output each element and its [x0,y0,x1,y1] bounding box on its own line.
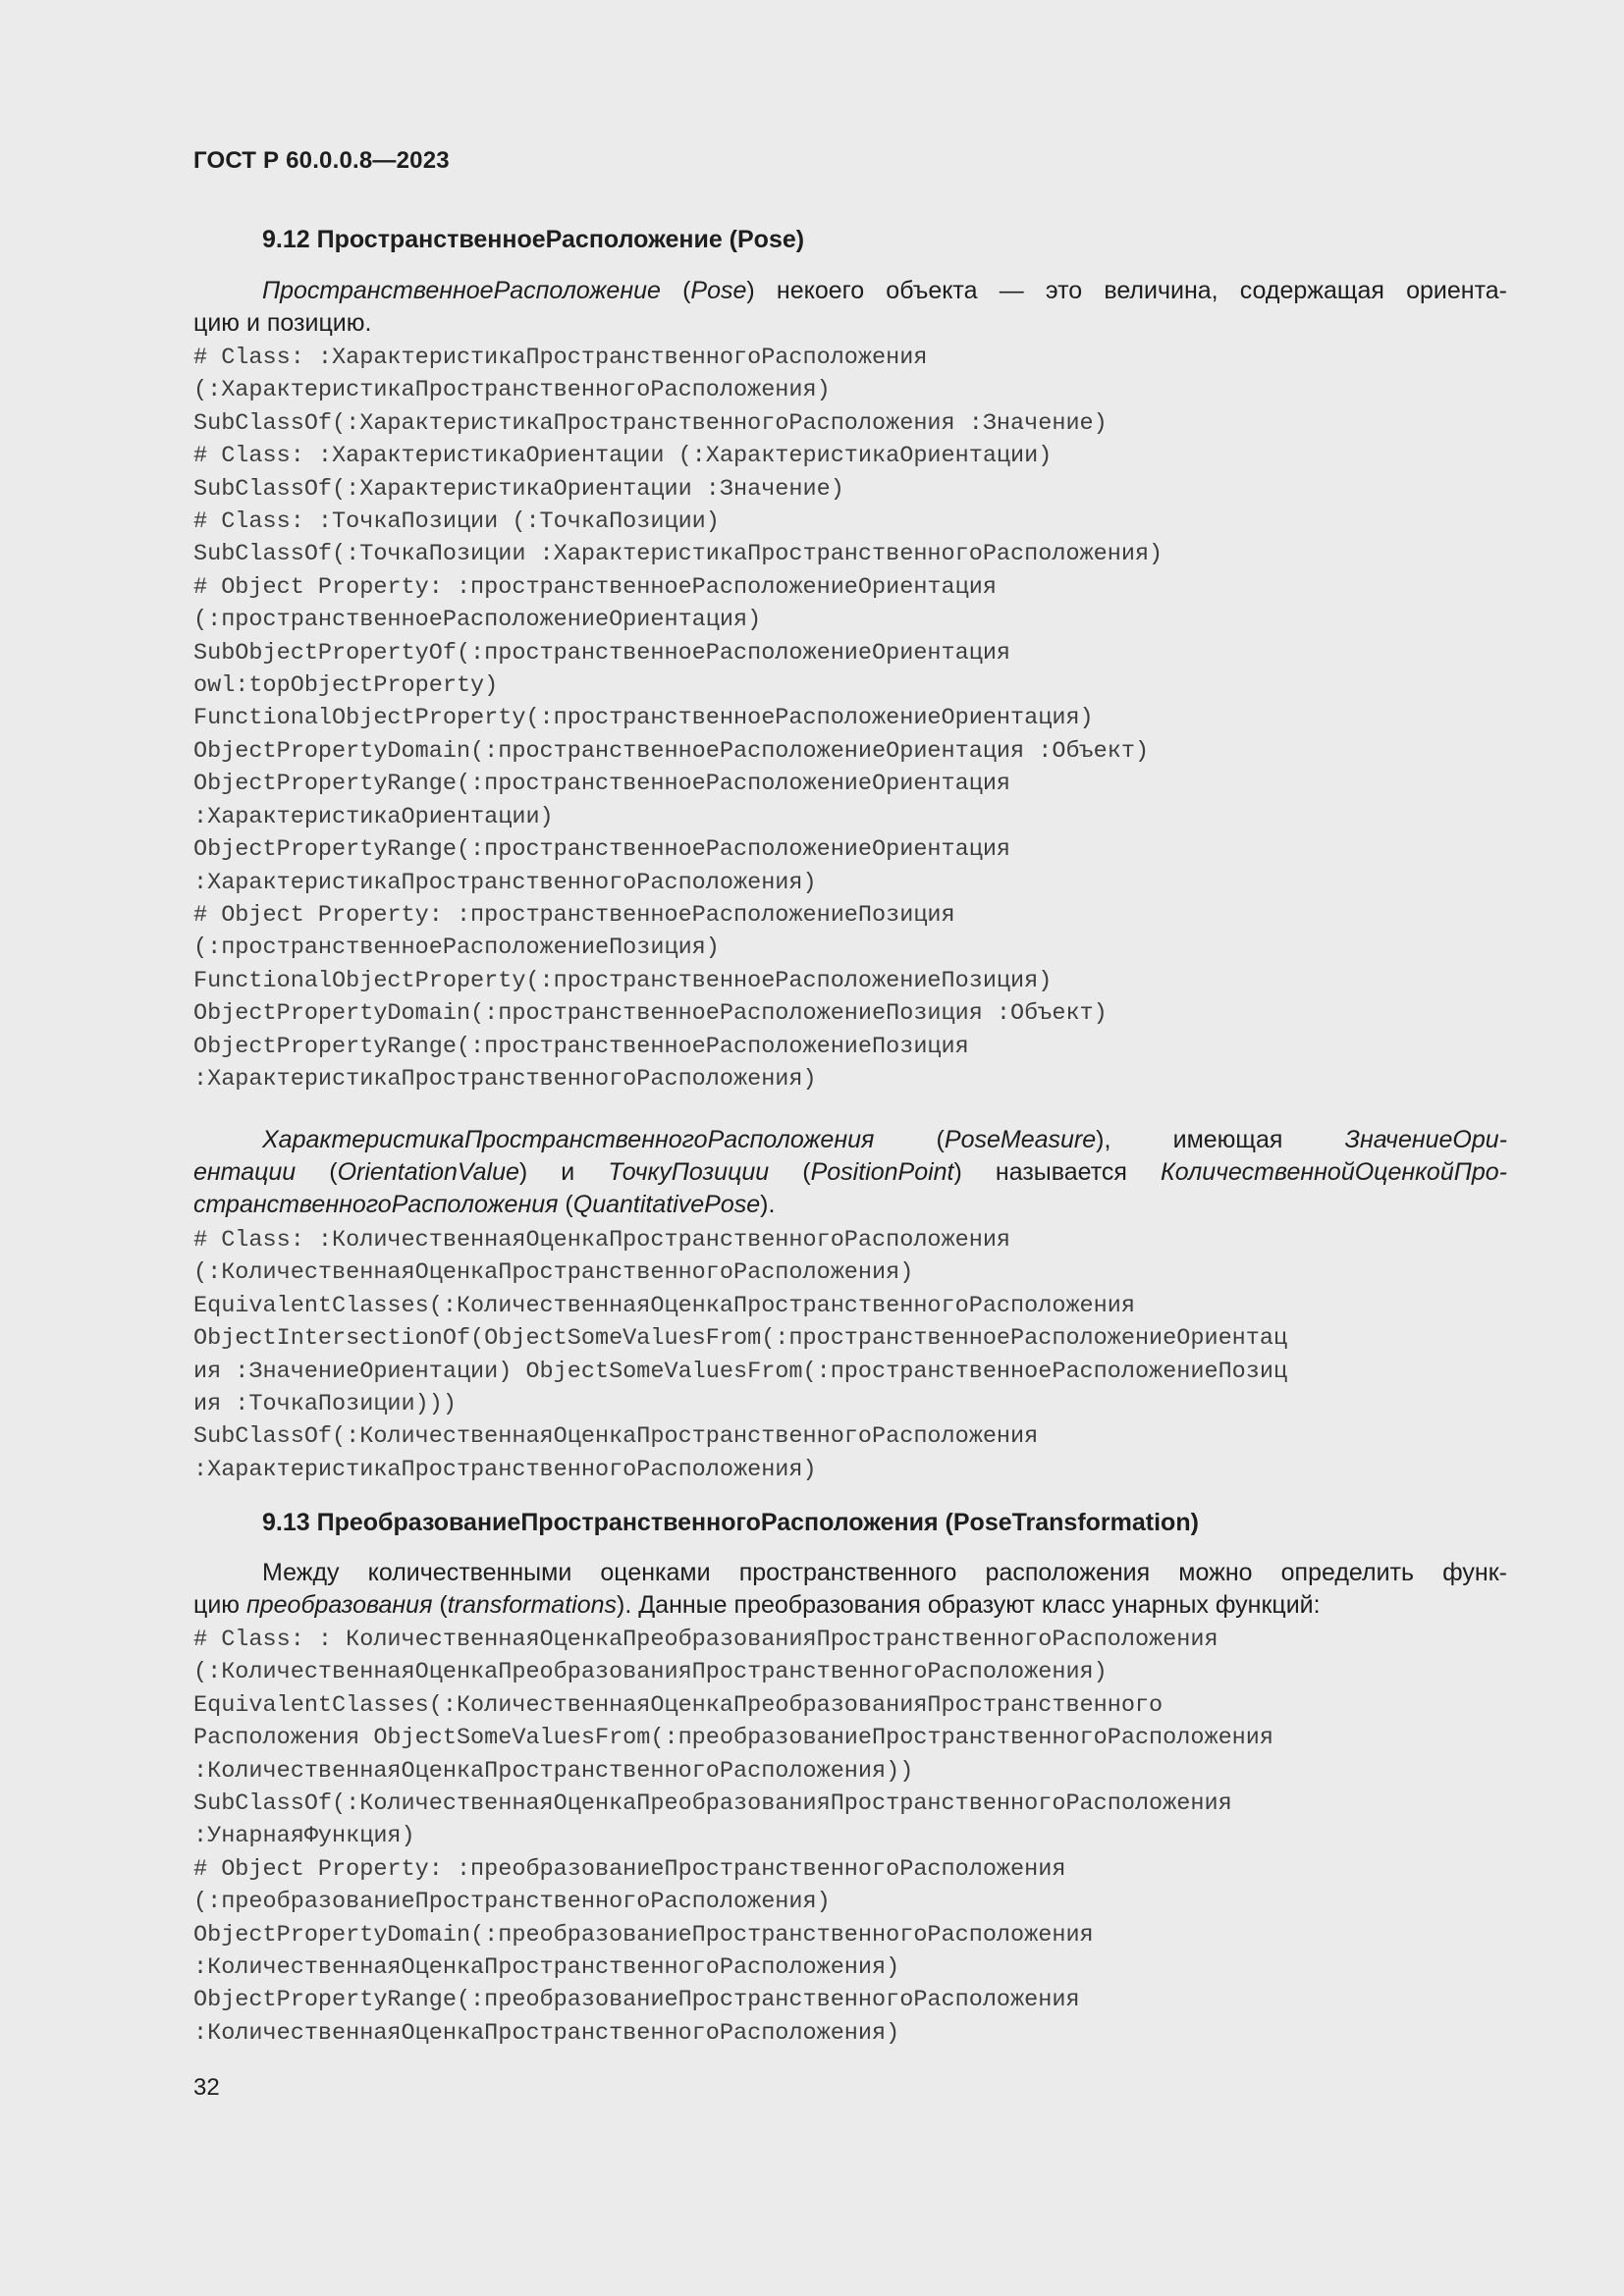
code-line: ObjectPropertyRange(:пространственноеРасположениеПозиция [193,1033,969,1060]
page-number: 32 [193,2074,220,2101]
code-line: ObjectIntersectionOf(ObjectSomeValuesFrom(:пространственноеРасположениеОриентац [193,1325,1288,1353]
code-line: :КоличественнаяОценкаПространственногоРасположения) [193,1954,900,1982]
text-line: цию преобразования (transformations). Данные преобразования образуют класс унарных функций: [193,1591,1321,1619]
code-line: ObjectPropertyDomain(:пространственноеРасположениеПозиция :Объект) [193,1000,1108,1028]
code-line: (:КоличественнаяОценкаПространственногоРасположения) [193,1259,914,1287]
code-line: ObjectPropertyRange(:преобразованиеПространственногоРасположения [193,1987,1080,2014]
code-line: :КоличественнаяОценкаПространственногоРасположения)) [193,1757,914,1785]
code-line: (:пространственноеРасположениеОриентация) [193,607,762,634]
paragraph-pose-transformation [193,1557,1507,1622]
code-block-pose [193,342,1163,1095]
standard-number: ГОСТ Р 60.0.0.8—2023 [193,147,450,174]
code-line: # Class: :ХарактеристикаПространственногоРасположения [193,345,928,371]
code-line: Расположения ObjectSomeValuesFrom(:преобразованиеПространственногоРасположения [193,1725,1273,1752]
code-line: SubClassOf(:КоличественнаяОценкаПространственногоРасположения [193,1423,1039,1451]
code-line: # Class: : КоличественнаяОценкаПреобразованияПространственногоРасположения [193,1627,1218,1653]
paragraph-pose-measure [193,1124,1507,1221]
code-line: :ХарактеристикаОриентации) [193,803,554,830]
text-line: Между количественными оценками пространственного расположения можно определить функ- [262,1559,1507,1586]
code-line: SubClassOf(:КоличественнаяОценкаПреобразованияПространственногоРасположения [193,1790,1232,1818]
code-line: # Class: :ТочкаПозиции (:ТочкаПозиции) [193,508,720,536]
code-line: SubClassOf(:ТочкаПозиции :ХарактеристикаПространственногоРасположения) [193,541,1164,568]
code-line: EquivalentClasses(:КоличественнаяОценкаПространственногоРасположения [193,1292,1135,1319]
code-block-pose-transformation [193,1624,1273,2050]
text-line: ентации (OrientationValue) и ТочкуПозиции (PositionPoint) называется КоличественнойОценкойПро- [193,1158,1507,1186]
code-line: ия :ТочкаПозиции))) [193,1391,457,1418]
code-line: FunctionalObjectProperty(:пространственноеРасположениеПозиция) [193,967,1053,994]
code-block-quantitative-pose [193,1224,1287,1486]
code-line: FunctionalObjectProperty(:пространственноеРасположениеОриентация) [193,705,1094,732]
text-line: странственногоРасположения (QuantitativePose). [193,1191,776,1218]
code-line: (:пространственноеРасположениеПозиция) [193,934,720,962]
code-line: SubObjectPropertyOf(:пространственноеРасположениеОриентация [193,639,1011,667]
text-line: ПространственноеРасположение (Pose) некоего объекта — это величина, содержащая ориента- [262,277,1508,304]
section-heading-9-12: 9.12 ПространственноеРасположение (Pose) [262,226,805,253]
code-line: # Class: :КоличественнаяОценкаПространственногоРасположения [193,1227,1011,1254]
code-line: # Object Property: :пространственноеРасположениеОриентация [193,573,997,601]
code-line: # Class: :ХарактеристикаОриентации (:ХарактеристикаОриентации) [193,443,1053,470]
code-line: :ХарактеристикаПространственногоРасположения) [193,1456,817,1483]
code-line: owl:topObjectProperty) [193,672,499,700]
text-line: ХарактеристикаПространственногоРасположения (PoseMeasure), имеющая ЗначениеОри- [262,1126,1507,1153]
text-line: цию и позицию. [193,309,372,337]
code-line: (:КоличественнаяОценкаПреобразованияПространственногоРасположения) [193,1659,1108,1686]
code-line: ObjectPropertyDomain(:преобразованиеПространственногоРасположения [193,1921,1094,1949]
code-line: :КоличественнаяОценкаПространственногоРасположения) [193,2019,900,2047]
code-line: (:преобразованиеПространственногоРасположения) [193,1889,831,1916]
code-line: ObjectPropertyDomain(:пространственноеРасположениеОриентация :Объект) [193,737,1150,765]
code-line: :УнарнаяФункция) [193,1823,415,1850]
code-line: ия :ЗначениеОриентации) ObjectSomeValuesFrom(:пространственноеРасположениеПозиц [193,1358,1288,1385]
code-line: (:ХарактеристикаПространственногоРасположения) [193,377,831,404]
code-line: ObjectPropertyRange(:пространственноеРасположениеОриентация [193,836,1011,864]
code-line: EquivalentClasses(:КоличественнаяОценкаПреобразованияПространственного [193,1691,1164,1719]
code-line: # Object Property: :преобразованиеПространственногоРасположения [193,1855,1066,1883]
code-line: SubClassOf(:ХарактеристикаПространственногоРасположения :Значение) [193,409,1108,437]
code-line: :ХарактеристикаПространственногоРасположения) [193,869,817,896]
code-line: :ХарактеристикаПространственногоРасположения) [193,1065,817,1093]
section-heading-9-13: 9.13 ПреобразованиеПространственногоРасположения (PoseTransformation) [262,1509,1199,1536]
code-line: # Object Property: :пространственноеРасположениеПозиция [193,901,955,929]
paragraph-pose-definition [193,275,1507,340]
code-line: ObjectPropertyRange(:пространственноеРасположениеОриентация [193,771,1011,798]
code-line: SubClassOf(:ХарактеристикаОриентации :Значение) [193,475,844,503]
